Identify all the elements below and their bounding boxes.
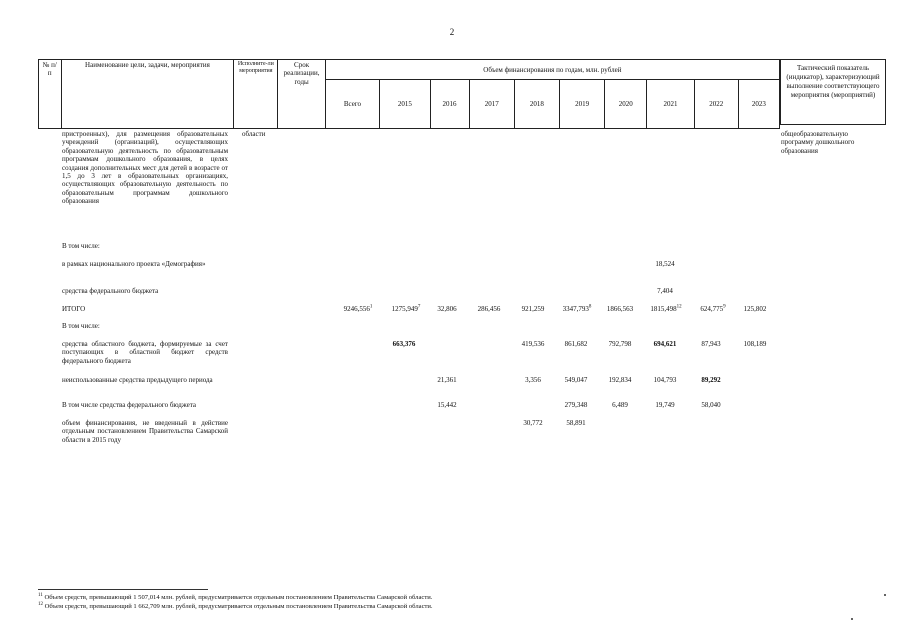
page-number: 2	[449, 27, 455, 37]
header-col-2018: 2018	[514, 80, 559, 129]
regional-2020: 792,798	[608, 340, 632, 348]
total-all: 9246,556$^1$	[343, 304, 373, 313]
demography-label: в рамках национального проекта «Демография»	[62, 260, 206, 268]
federal2-2019: 279,348	[564, 401, 588, 409]
unused-2021: 104,793	[653, 376, 677, 384]
not-enacted-label: объем финансирования, не введенный в действие отдельным постановлением Правительства Самарской области в 2015 году	[62, 419, 228, 444]
row1-indicator: общеобразовательную программу дошкольного образования	[781, 130, 855, 155]
row1-description: пристроенных), для размещения образовательных учреждений (организаций), осуществляющих образовательную деятельность по образовательным программам дошкольного образования, в целях создания дополнительных мест для детей в возрасте от 1,5 до 3 лет в образовательных организациях, осуществляющих образовательную деятельность по образовательным программам дошкольного образования	[62, 130, 228, 206]
row1-executor: области	[242, 130, 266, 138]
in-that-number-1: В том числе:	[62, 242, 100, 250]
header-executor: Исполните-ли мероприятия	[234, 60, 278, 129]
header-col-2017: 2017	[469, 80, 514, 129]
total-2022: 624,775$^9$	[700, 304, 726, 313]
header-col-2015: 2015	[380, 80, 430, 129]
header-period: Срок реализации, годы	[278, 60, 325, 129]
footnote-12: $^{12}$ Объем средств, превышающий 1 662,709 млн. рублей, предусматривается отдельным постановлением Правительства Самарской области.	[38, 601, 433, 610]
scan-speck	[851, 618, 853, 620]
regional-2023: 108,189	[743, 340, 767, 348]
in-that-number-2: В том числе:	[62, 322, 100, 330]
regional-2022: 87,943	[701, 340, 721, 348]
unused-2022: 89,292	[701, 376, 721, 384]
unused-2020: 192,834	[608, 376, 632, 384]
not-enacted-2018: 30,772	[523, 419, 543, 427]
total-2016: 32,806	[437, 305, 457, 313]
federal2-2021: 19,749	[655, 401, 675, 409]
header-col-2021: 2021	[647, 80, 694, 129]
regional-2015: 663,376	[392, 340, 416, 348]
regional-label: средства областного бюджета, формируемые за счет поступающих в областной бюджет средств федерального бюджета	[62, 340, 228, 365]
unused-2019: 549,047	[564, 376, 588, 384]
federal2-2020: 6,489	[612, 401, 628, 409]
header-num: № п/п	[39, 60, 62, 129]
total-2015: 1275,949$^7$	[391, 304, 421, 313]
header-indicator: Тактический показатель (индикатор), характеризующий выполнение соответствующего мероприятия (мероприятий)	[780, 59, 886, 125]
demography-2021: 18,524	[655, 260, 675, 268]
unused-2018: 3,356	[525, 376, 541, 384]
total-label: ИТОГО	[62, 305, 86, 313]
not-enacted-2019: 58,891	[566, 419, 586, 427]
total-2017: 286,456	[477, 305, 501, 313]
federal2-label: В том числе средства федерального бюджета	[62, 401, 196, 409]
footnote-separator	[38, 589, 208, 590]
total-2023: 125,802	[743, 305, 767, 313]
total-2018: 921,259	[521, 305, 545, 313]
regional-2021: 694,621	[653, 340, 677, 348]
unused-2016: 21,361	[437, 376, 457, 384]
regional-2018: 419,536	[521, 340, 545, 348]
header-col-2023: 2023	[738, 80, 779, 129]
header-name: Наименование цели, задачи, мероприятия	[61, 60, 234, 129]
header-col-2016: 2016	[430, 80, 469, 129]
footnote-11: $^{11}$ Объем средств, превышающий 1 507,014 млн. рублей, предусматривается отдельным постановлением Правительства Самарской области.	[38, 592, 433, 601]
total-2019: 3347,793$^8$	[562, 304, 592, 313]
header-col-2022: 2022	[694, 80, 738, 129]
federal-budget-2021: 7,404	[657, 287, 673, 295]
header-col-total: Всего	[325, 80, 379, 129]
federal2-2016: 15,442	[437, 401, 457, 409]
total-2020: 1866,563	[606, 305, 634, 313]
header-col-2020: 2020	[605, 80, 647, 129]
unused-label: неиспользованные средства предыдущего периода	[62, 376, 213, 384]
scan-speck	[884, 594, 886, 596]
financing-table-header	[38, 59, 780, 129]
federal-budget-label: средства федерального бюджета	[62, 287, 159, 295]
regional-2019: 861,682	[564, 340, 588, 348]
header-col-2019: 2019	[560, 80, 605, 129]
federal2-2022: 58,040	[701, 401, 721, 409]
header-financing: Объем финансирования по годам, млн. рублей	[325, 60, 779, 80]
total-2021: 1815,498$^{12}$	[650, 304, 682, 313]
